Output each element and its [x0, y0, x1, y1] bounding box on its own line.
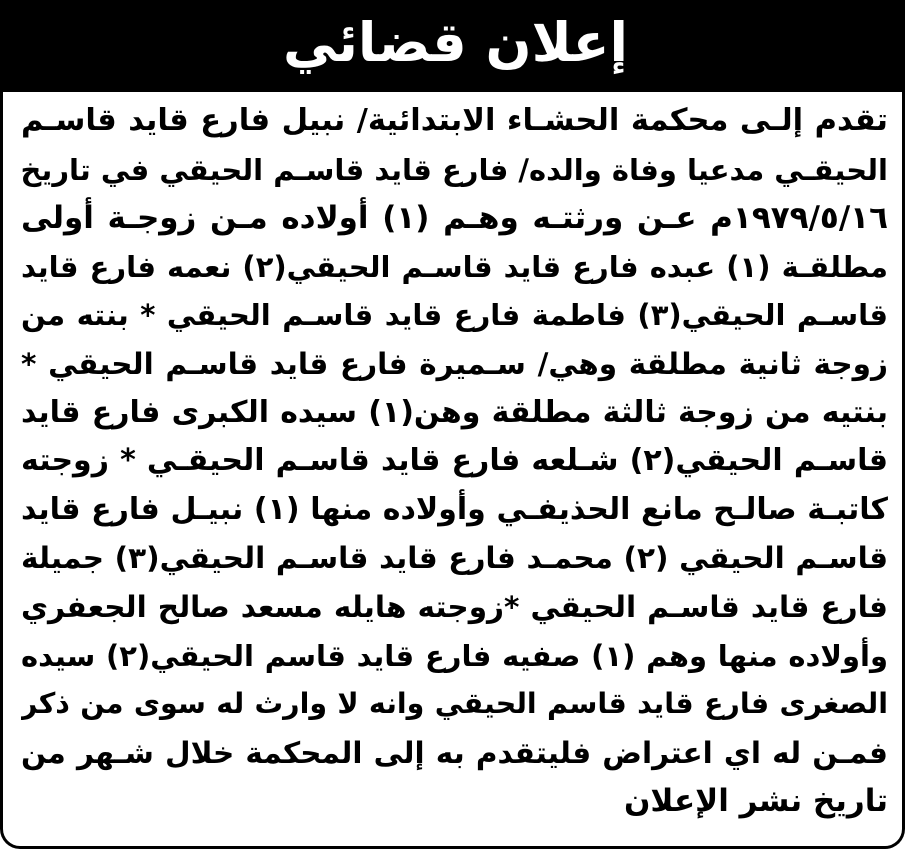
notice-line: كاتبـة صالـح مانع الحذيفـي وأولاده منها (١) نبيـل فارع قايد [21, 491, 888, 527]
notice-line: فارع قايد قاسـم الحيقي *زوجته هايله مسعد صالح الجعفري [21, 589, 888, 624]
notice-title: إعلان قضائي [282, 11, 629, 74]
notice-line: ١٩٧٩/٥/١٦م عـن ورثتـه وهـم (١) أولاده مـن زوجـة أولى [21, 200, 888, 237]
notice-line: بنتيه من زوجة ثالثة مطلقة وهن(١) سيده الكبرى فارع قايد [21, 394, 888, 430]
notice-line: مطلقـة (١) عبده فارع قايد قاسـم الحيقي(٢) نعمه فارع قايد [21, 249, 888, 284]
notice-line: الصغرى فارع قايد قاسم الحيقي وانه لا وارث له سوى من ذكر [21, 687, 888, 721]
notice-body [21, 97, 888, 826]
notice-line: قاسـم الحيقي(٣) فاطمة فارع قايد قاسـم الحيقي * بنته من [21, 298, 888, 333]
notice-line: تاريخ نشر الإعلان [623, 783, 888, 820]
notice-line: فمـن له اي اعتراض فليتقدم به إلى المحكمة خلال شـهر من [21, 735, 888, 770]
notice-line: تقدم إلـى محكمة الحشـاء الابتدائية/ نبيل فارع قايد قاسـم [21, 103, 888, 138]
notice-line: الحيقـي مدعيا وفاة والده/ فارع قايد قاسـم الحيقي في تاريخ [21, 152, 888, 187]
notice-line: وأولاده منها وهم (١) صفيه فارع قايد قاسم الحيقي(٢) سيده [21, 638, 888, 673]
notice-line: زوجة ثانية مطلقة وهي/ سـميرة فارع قايد قاسـم الحيقي * [21, 346, 888, 381]
notice-title-band [3, 0, 905, 92]
notice-line: قاسـم الحيقي(٢) شـلعه فارع قايد قاسـم الحيقـي * زوجته [21, 443, 888, 479]
notice-line: قاسـم الحيقي (٢) محمـد فارع قايد قاسـم الحيقي(٣) جميلة [21, 541, 888, 576]
